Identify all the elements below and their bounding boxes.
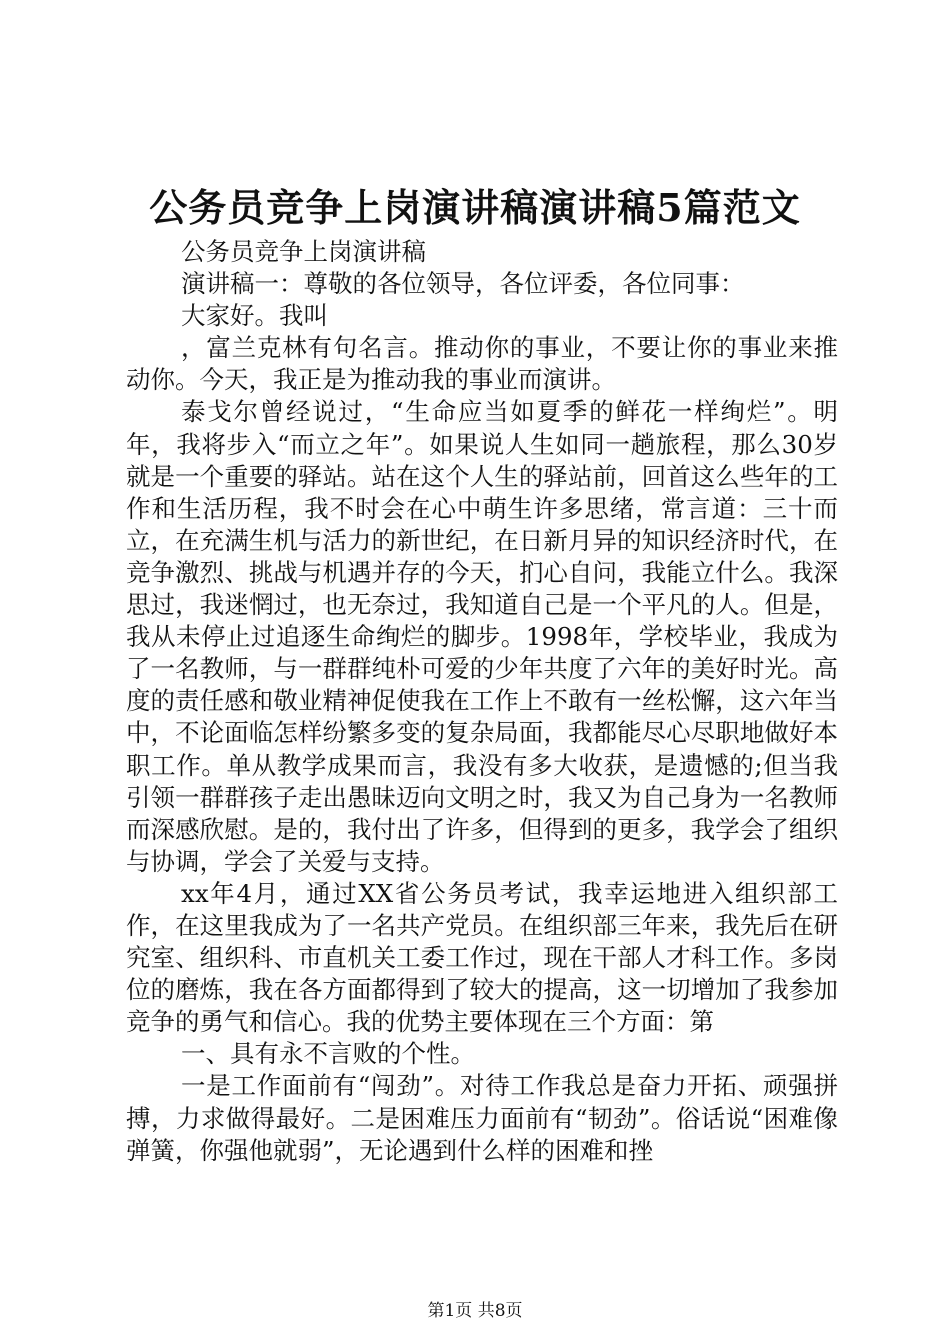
paragraph-intro: 大家好。我叫	[181, 301, 328, 331]
paragraph-subtitle: 公务员竞争上岗演讲稿	[181, 237, 426, 266]
paragraph-quote-franklin: ，富兰克林有句名言。推动你的事业，不要让你的事业来推动你。今天，我正是为推动我的事业而演讲。	[126, 333, 838, 395]
paragraph-greeting: 演讲稿一：尊敬的各位领导，各位评委，各位同事：	[181, 269, 745, 299]
document-body	[126, 236, 838, 1167]
document-title: 公务员竞争上岗演讲稿演讲稿5篇范文	[149, 185, 801, 230]
paragraph-heading-one: 一、具有永不言败的个性。	[181, 1039, 475, 1069]
paragraph-experience: 泰戈尔曾经说过，“生命应当如夏季的鲜花一样绚烂”。明年，我将步入“而立之年”。如果说人生如同一趟旅程，那么30岁就是一个重要的驿站。站在这个人生的驿站前，回首这么些年的工作和生活历程，我不时会在心中萌生许多思绪，常言道：三十而立，在充满生机与活力的新世纪，在日新月异的知识经济时代，在竞争激烈、挑战与机遇并存的今天，扪心自问，我能立什么。我深思过，我迷惘过，也无奈过，我知道自己是一个平凡的人。但是，我从未停止过追逐生命绚烂的脚步。1998年，学校毕业，我成为了一名教师，与一群群纯朴可爱的少年共度了六年的美好时光。高度的责任感和敬业精神促使我在工作上不敢有一丝松懈，这六年当中，不论面临怎样纷繁多变的复杂局面，我都能尽心尽职地做好本职工作。单从教学成果而言，我没有多大收获，是遗憾的;但当我引领一群群孩子走出愚昧迈向文明之时，我又为自己身为一名教师而深感欣慰。是的，我付出了许多，但得到的更多，我学会了组织与协调，学会了关爱与支持。	[126, 397, 838, 876]
paragraph-strengths: 一是工作面前有“闯劲”。对待工作我总是奋力开拓、顽强拼搏，力求做得最好。二是困难压力面前有“韧劲”。俗话说“困难像弹簧，你强他就弱”，无论遇到什么样的困难和挫	[126, 1071, 838, 1165]
paragraph-organization-work: xx年4月，通过XX省公务员考试，我幸运地进入组织部工作，在这里我成为了一名共产党员。在组织部三年来，我先后在研究室、组织科、市直机关工委工作过，现在干部人才科工作。多岗位的磨炼，我在各方面都得到了较大的提高，这一切增加了我参加竞争的勇气和信心。我的优势主要体现在三个方面：第	[126, 878, 838, 1037]
page-footer: 第1页 共8页	[427, 1301, 523, 1321]
